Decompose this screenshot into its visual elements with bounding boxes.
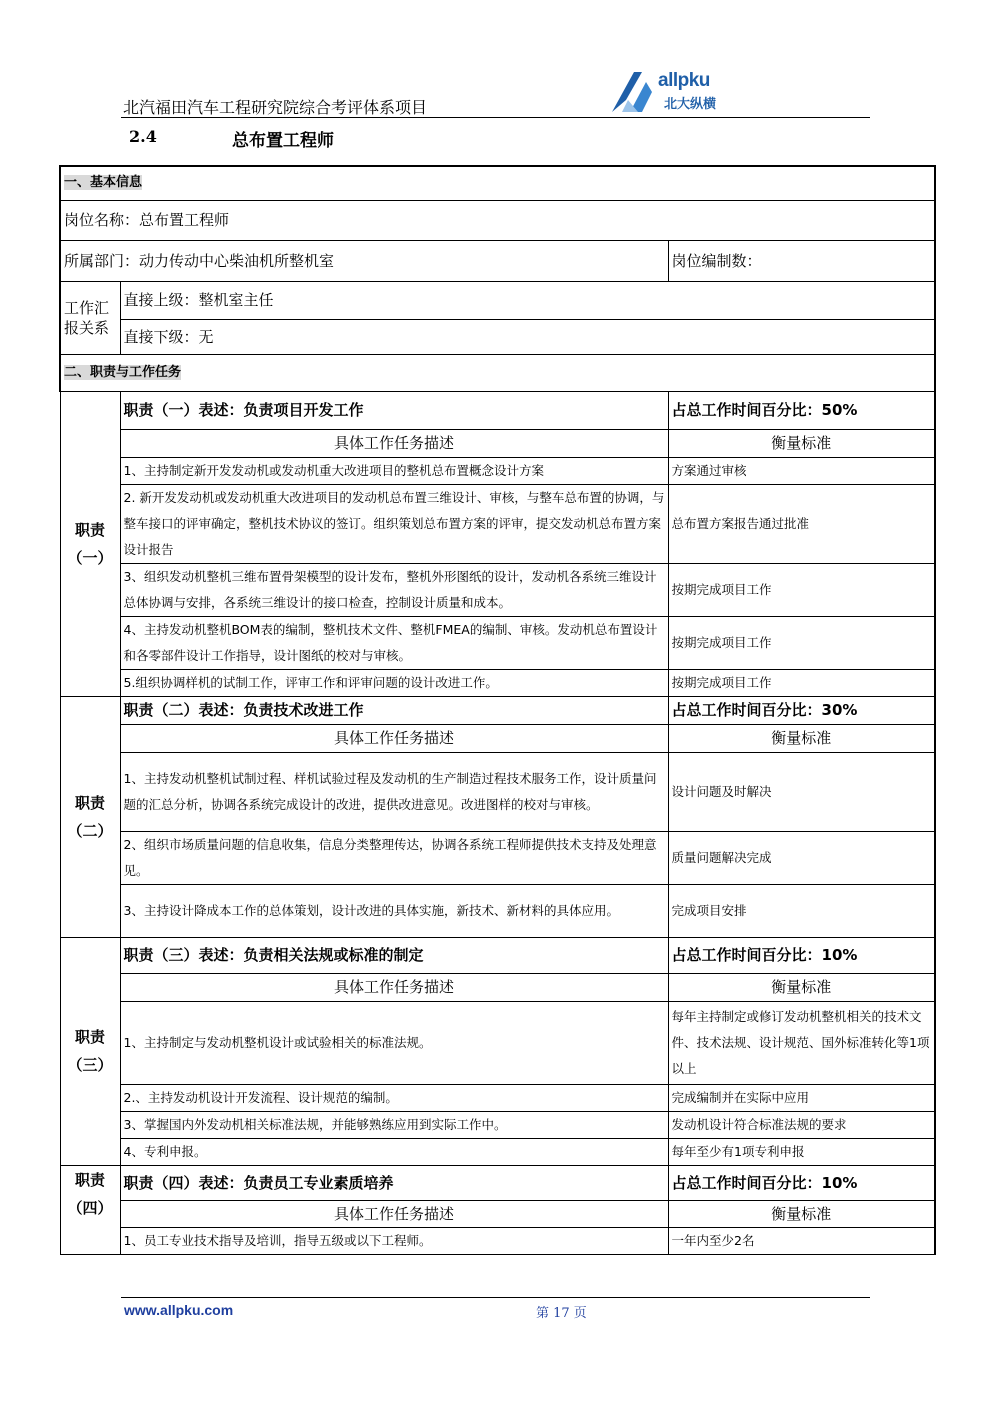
section-number: 2.4 xyxy=(129,127,157,146)
duty-side-label xyxy=(60,937,120,1165)
duty-side-label xyxy=(60,1165,120,1254)
task-description: 3、掌握国内外发动机相关标准法规，并能够熟练应用到实际工作中。 xyxy=(120,1111,668,1138)
duty-side-text: 职责 xyxy=(74,793,105,812)
duty-side-text: （四） xyxy=(67,1198,113,1217)
task-description-header: 具体工作任务描述 xyxy=(120,724,668,752)
duty-side-text: 职责 xyxy=(74,520,105,539)
task-description: 1、员工专业技术指导及培训，指导五级或以下工程师。 xyxy=(120,1227,668,1254)
task-description: 3、主持设计降成本工作的总体策划，设计改进的具体实施，新技术、新材料的具体应用。 xyxy=(120,884,668,937)
task-measure: 设计问题及时解决 xyxy=(668,752,935,831)
measure-header: 衡量标准 xyxy=(668,429,935,457)
task-description: 1、主持制定新开发发动机或发动机重大改进项目的整机总布置概念设计方案 xyxy=(120,457,668,484)
task-measure: 按期完成项目工作 xyxy=(668,563,935,616)
duty-side-text: （二） xyxy=(67,821,113,840)
task-measure: 方案通过审核 xyxy=(668,457,935,484)
section-title: 总布置工程师 xyxy=(232,131,334,151)
task-description: 2. 新开发发动机或发动机重大改进项目的发动机总布置三维设计、审核，与整车总布置的协调，与整车接口的评审确定，整机技术协议的签订。组织策划总布置方案的评审，提交发动机总布置方案设计报告 xyxy=(120,484,668,563)
document-header-title: 北汽福田汽车工程研究院综合考评体系项目 xyxy=(123,98,428,117)
task-measure: 按期完成项目工作 xyxy=(668,616,935,669)
position-name: 岗位名称：总布置工程师 xyxy=(60,200,935,240)
task-description-header: 具体工作任务描述 xyxy=(120,973,668,1001)
page-number: 第 17 页 xyxy=(536,1306,587,1321)
report-relation-label: 工作汇报关系 xyxy=(60,281,120,354)
task-measure: 质量问题解决完成 xyxy=(668,831,935,884)
measure-header: 衡量标准 xyxy=(668,724,935,752)
job-description-table xyxy=(59,165,936,1255)
duty-side-label xyxy=(60,696,120,937)
duty-side-text: （一） xyxy=(67,548,113,567)
task-measure: 每年至少有1项专利申报 xyxy=(668,1138,935,1165)
duty-time-share: 占总工作时间百分比：30% xyxy=(668,696,935,724)
duty-title: 职责（四）表述：负责员工专业素质培养 xyxy=(120,1165,668,1200)
task-description: 4、主持发动机整机BOM表的编制，整机技术文件、整机FMEA的编制、审核。发动机总布置设计和各零部件设计工作指导，设计图纸的校对与审核。 xyxy=(120,616,668,669)
duty-title: 职责（一）表述：负责项目开发工作 xyxy=(120,391,668,429)
task-measure: 完成编制并在实际中应用 xyxy=(668,1084,935,1111)
task-measure: 每年主持制定或修订发动机整机相关的技术文件、技术法规、设计规范、国外标准转化等1项以上 xyxy=(668,1001,935,1084)
task-description: 4、专利申报。 xyxy=(120,1138,668,1165)
task-measure: 总布置方案报告通过批准 xyxy=(668,484,935,563)
duty-time-share: 占总工作时间百分比：10% xyxy=(668,937,935,973)
logo-cn-text: 北大纵横 xyxy=(664,97,717,112)
measure-header: 衡量标准 xyxy=(668,973,935,1001)
task-description: 1、主持制定与发动机整机设计或试验相关的标准法规。 xyxy=(120,1001,668,1084)
headcount: 岗位编制数： xyxy=(668,240,935,281)
footer-url[interactable]: www.allpku.com xyxy=(124,1302,234,1318)
task-measure: 一年内至少2名 xyxy=(668,1227,935,1254)
duty-side-text: 职责 xyxy=(74,1028,105,1046)
measure-header: 衡量标准 xyxy=(668,1200,935,1227)
direct-subordinate: 直接下级：无 xyxy=(120,319,935,354)
duty-side-text: （三） xyxy=(67,1056,113,1074)
task-description-header: 具体工作任务描述 xyxy=(120,429,668,457)
basic-info-heading: 一、基本信息 xyxy=(60,166,935,200)
direct-superior: 直接上级：整机室主任 xyxy=(120,281,935,319)
header-divider xyxy=(121,117,870,118)
task-measure: 完成项目安排 xyxy=(668,884,935,937)
task-measure: 发动机设计符合标准法规的要求 xyxy=(668,1111,935,1138)
footer-divider xyxy=(121,1297,870,1298)
task-description: 3、组织发动机整机三维布置骨架模型的设计发布，整机外形图纸的设计，发动机各系统三维设计总体协调与安排，各系统三维设计的接口检查，控制设计质量和成本。 xyxy=(120,563,668,616)
duty-title: 职责（三）表述：负责相关法规或标准的制定 xyxy=(120,937,668,973)
logo-text: allpku xyxy=(658,70,710,91)
duty-side-label xyxy=(60,391,120,696)
task-description: 2.、主持发动机设计开发流程、设计规范的编制。 xyxy=(120,1084,668,1111)
task-description-header: 具体工作任务描述 xyxy=(120,1200,668,1227)
duties-heading: 二、职责与工作任务 xyxy=(60,354,935,391)
duty-time-share: 占总工作时间百分比：10% xyxy=(668,1165,935,1200)
duty-time-share: 占总工作时间百分比：50% xyxy=(668,391,935,429)
task-description: 1、主持发动机整机试制过程、样机试验过程及发动机的生产制造过程技术服务工作，设计质量问题的汇总分析，协调各系统完成设计的改进，提供改进意见。改进图样的校对与审核。 xyxy=(120,752,668,831)
department: 所属部门：动力传动中心柴油机所整机室 xyxy=(60,240,668,281)
task-description: 5.组织协调样机的试制工作，评审工作和评审问题的设计改进工作。 xyxy=(120,669,668,696)
task-measure: 按期完成项目工作 xyxy=(668,669,935,696)
duty-title: 职责（二）表述：负责技术改进工作 xyxy=(120,696,668,724)
task-description: 2、组织市场质量问题的信息收集，信息分类整理传达，协调各系统工程师提供技术支持及处理意见。 xyxy=(120,831,668,884)
duty-side-text: 职责 xyxy=(74,1170,105,1189)
